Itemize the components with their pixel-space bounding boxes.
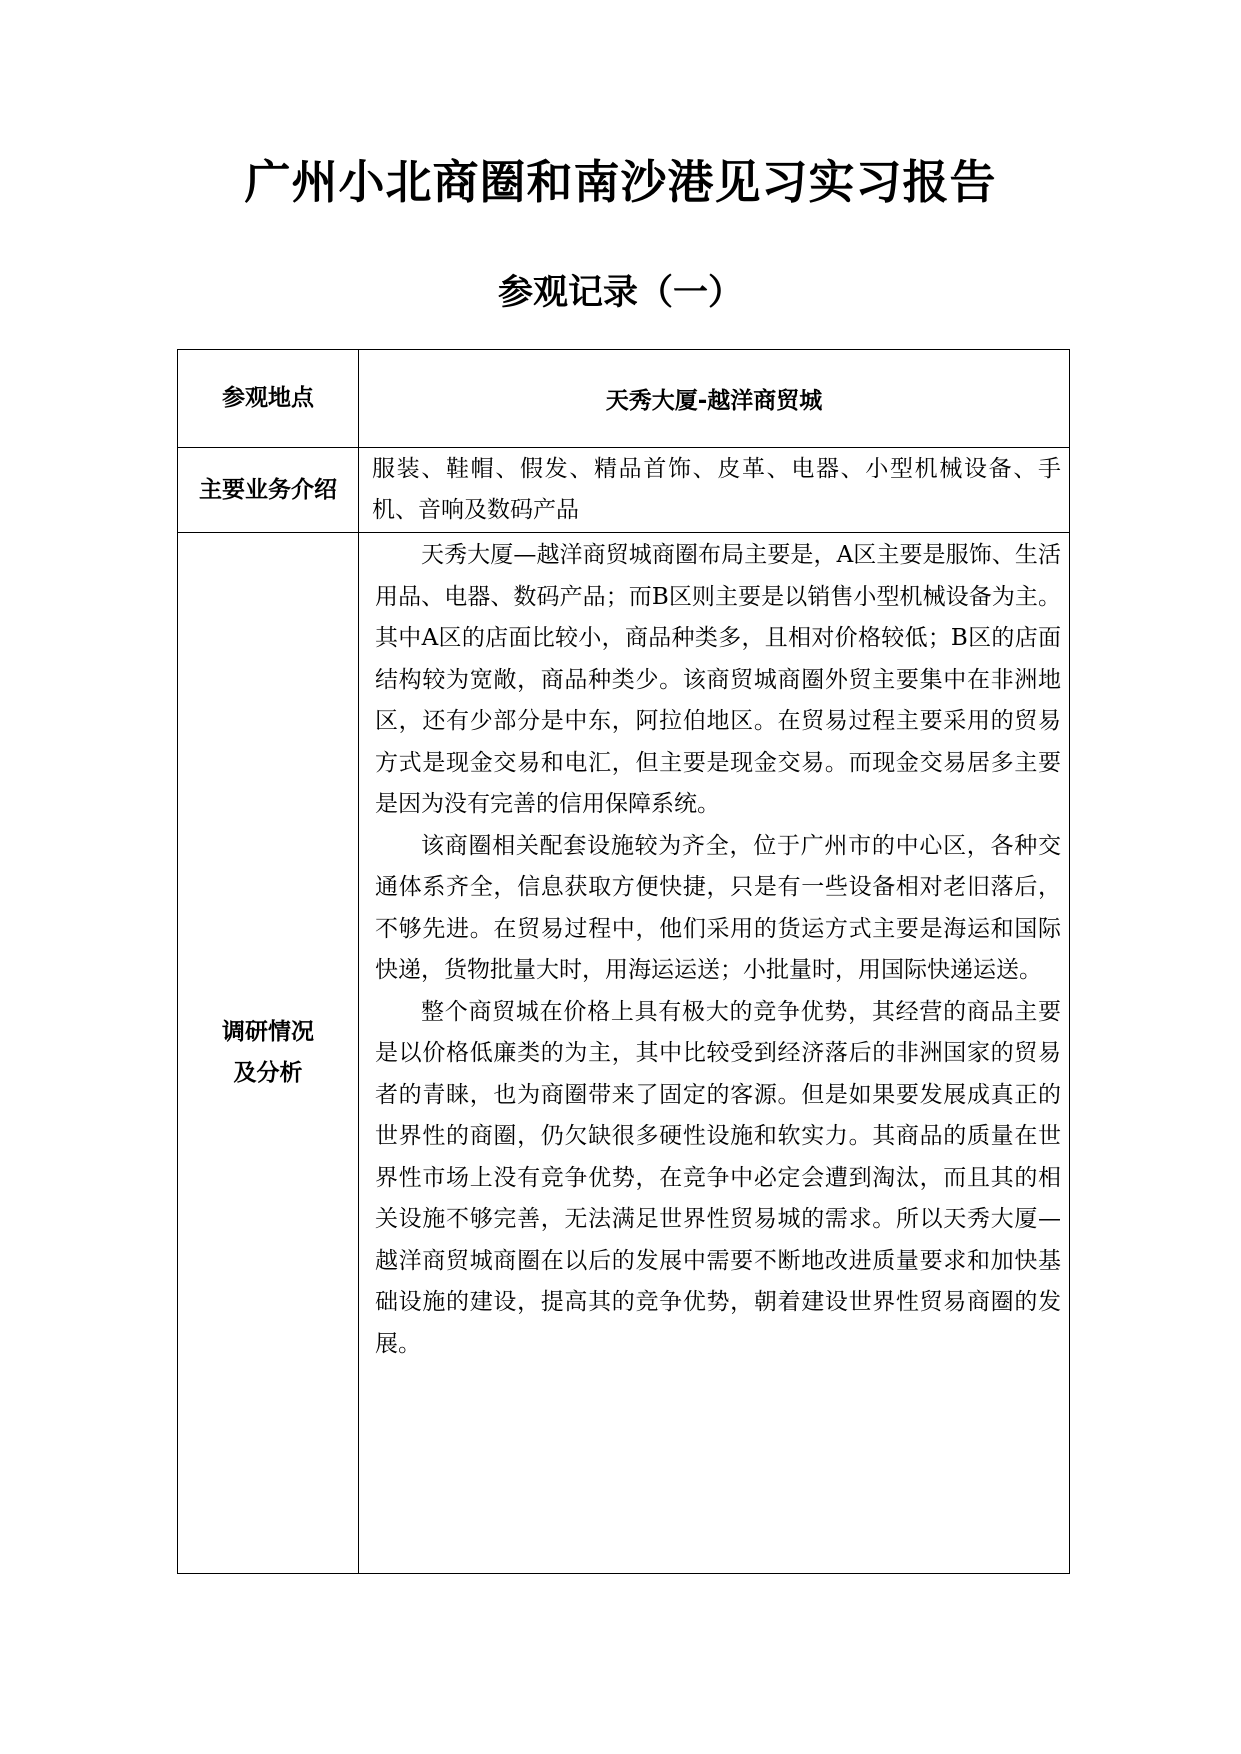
analysis-label-line2: 及分析 (233, 1060, 303, 1086)
location-label: 参观地点 (178, 350, 359, 448)
analysis-paragraph-1: 天秀大厦—越洋商贸城商圈布局主要是，A区主要是服饰、生活用品、电器、数码产品；而B区则主要是以销售小型机械设备为主。其中A区的店面比较小，商品种类多，且相对价格较低；B区的店面结构较为宽敞，商品种类少。该商贸城商圈外贸主要集中在非洲地区，还有少部分是中东，阿拉伯地区。在贸易过程主要采用的贸易方式是现金交易和电汇，但主要是现金交易。而现金交易居多主要是因为没有完善的信用保障系统。 (375, 542, 1061, 817)
analysis-value (359, 533, 1070, 1574)
analysis-paragraph-2: 该商圈相关配套设施较为齐全，位于广州市的中心区，各种交通体系齐全，信息获取方便快捷，只是有一些设备相对老旧落后，不够先进。在贸易过程中，他们采用的货运方式主要是海运和国际快递，货物批量大时，用海运运送；小批量时，用国际快递运送。 (375, 832, 1061, 983)
location-value: 天秀大厦-越洋商贸城 (359, 350, 1070, 448)
table-row-business (178, 448, 1070, 533)
business-label: 主要业务介绍 (178, 448, 359, 533)
table-row-location (178, 350, 1070, 448)
analysis-label (178, 533, 359, 1574)
document-title: 广州小北商圈和南沙港见习实习报告 (244, 155, 997, 209)
analysis-label-line1: 调研情况 (222, 1019, 314, 1045)
table-row-analysis (178, 533, 1070, 1574)
analysis-paragraph-3: 整个商贸城在价格上具有极大的竞争优势，其经营的商品主要是以价格低廉类的为主，其中比较受到经济落后的非洲国家的贸易者的青睐，也为商圈带来了固定的客源。但是如果要发展成真正的世界性的商圈，仍欠缺很多硬性设施和软实力。其商品的质量在世界性市场上没有竞争优势，在竞争中必定会遭到淘汰，而且其的相关设施不够完善，无法满足世界性贸易城的需求。所以天秀大厦—越洋商贸城商圈在以后的发展中需要不断地改进质量要求和加快基础设施的建设，提高其的竞争优势，朝着建设世界性贸易商圈的发展。 (375, 998, 1061, 1357)
record-table (177, 349, 1070, 1574)
document-subtitle: 参观记录（一） (497, 273, 743, 313)
business-value: 服装、鞋帽、假发、精品首饰、皮革、电器、小型机械设备、手机、音响及数码产品 (359, 448, 1070, 533)
